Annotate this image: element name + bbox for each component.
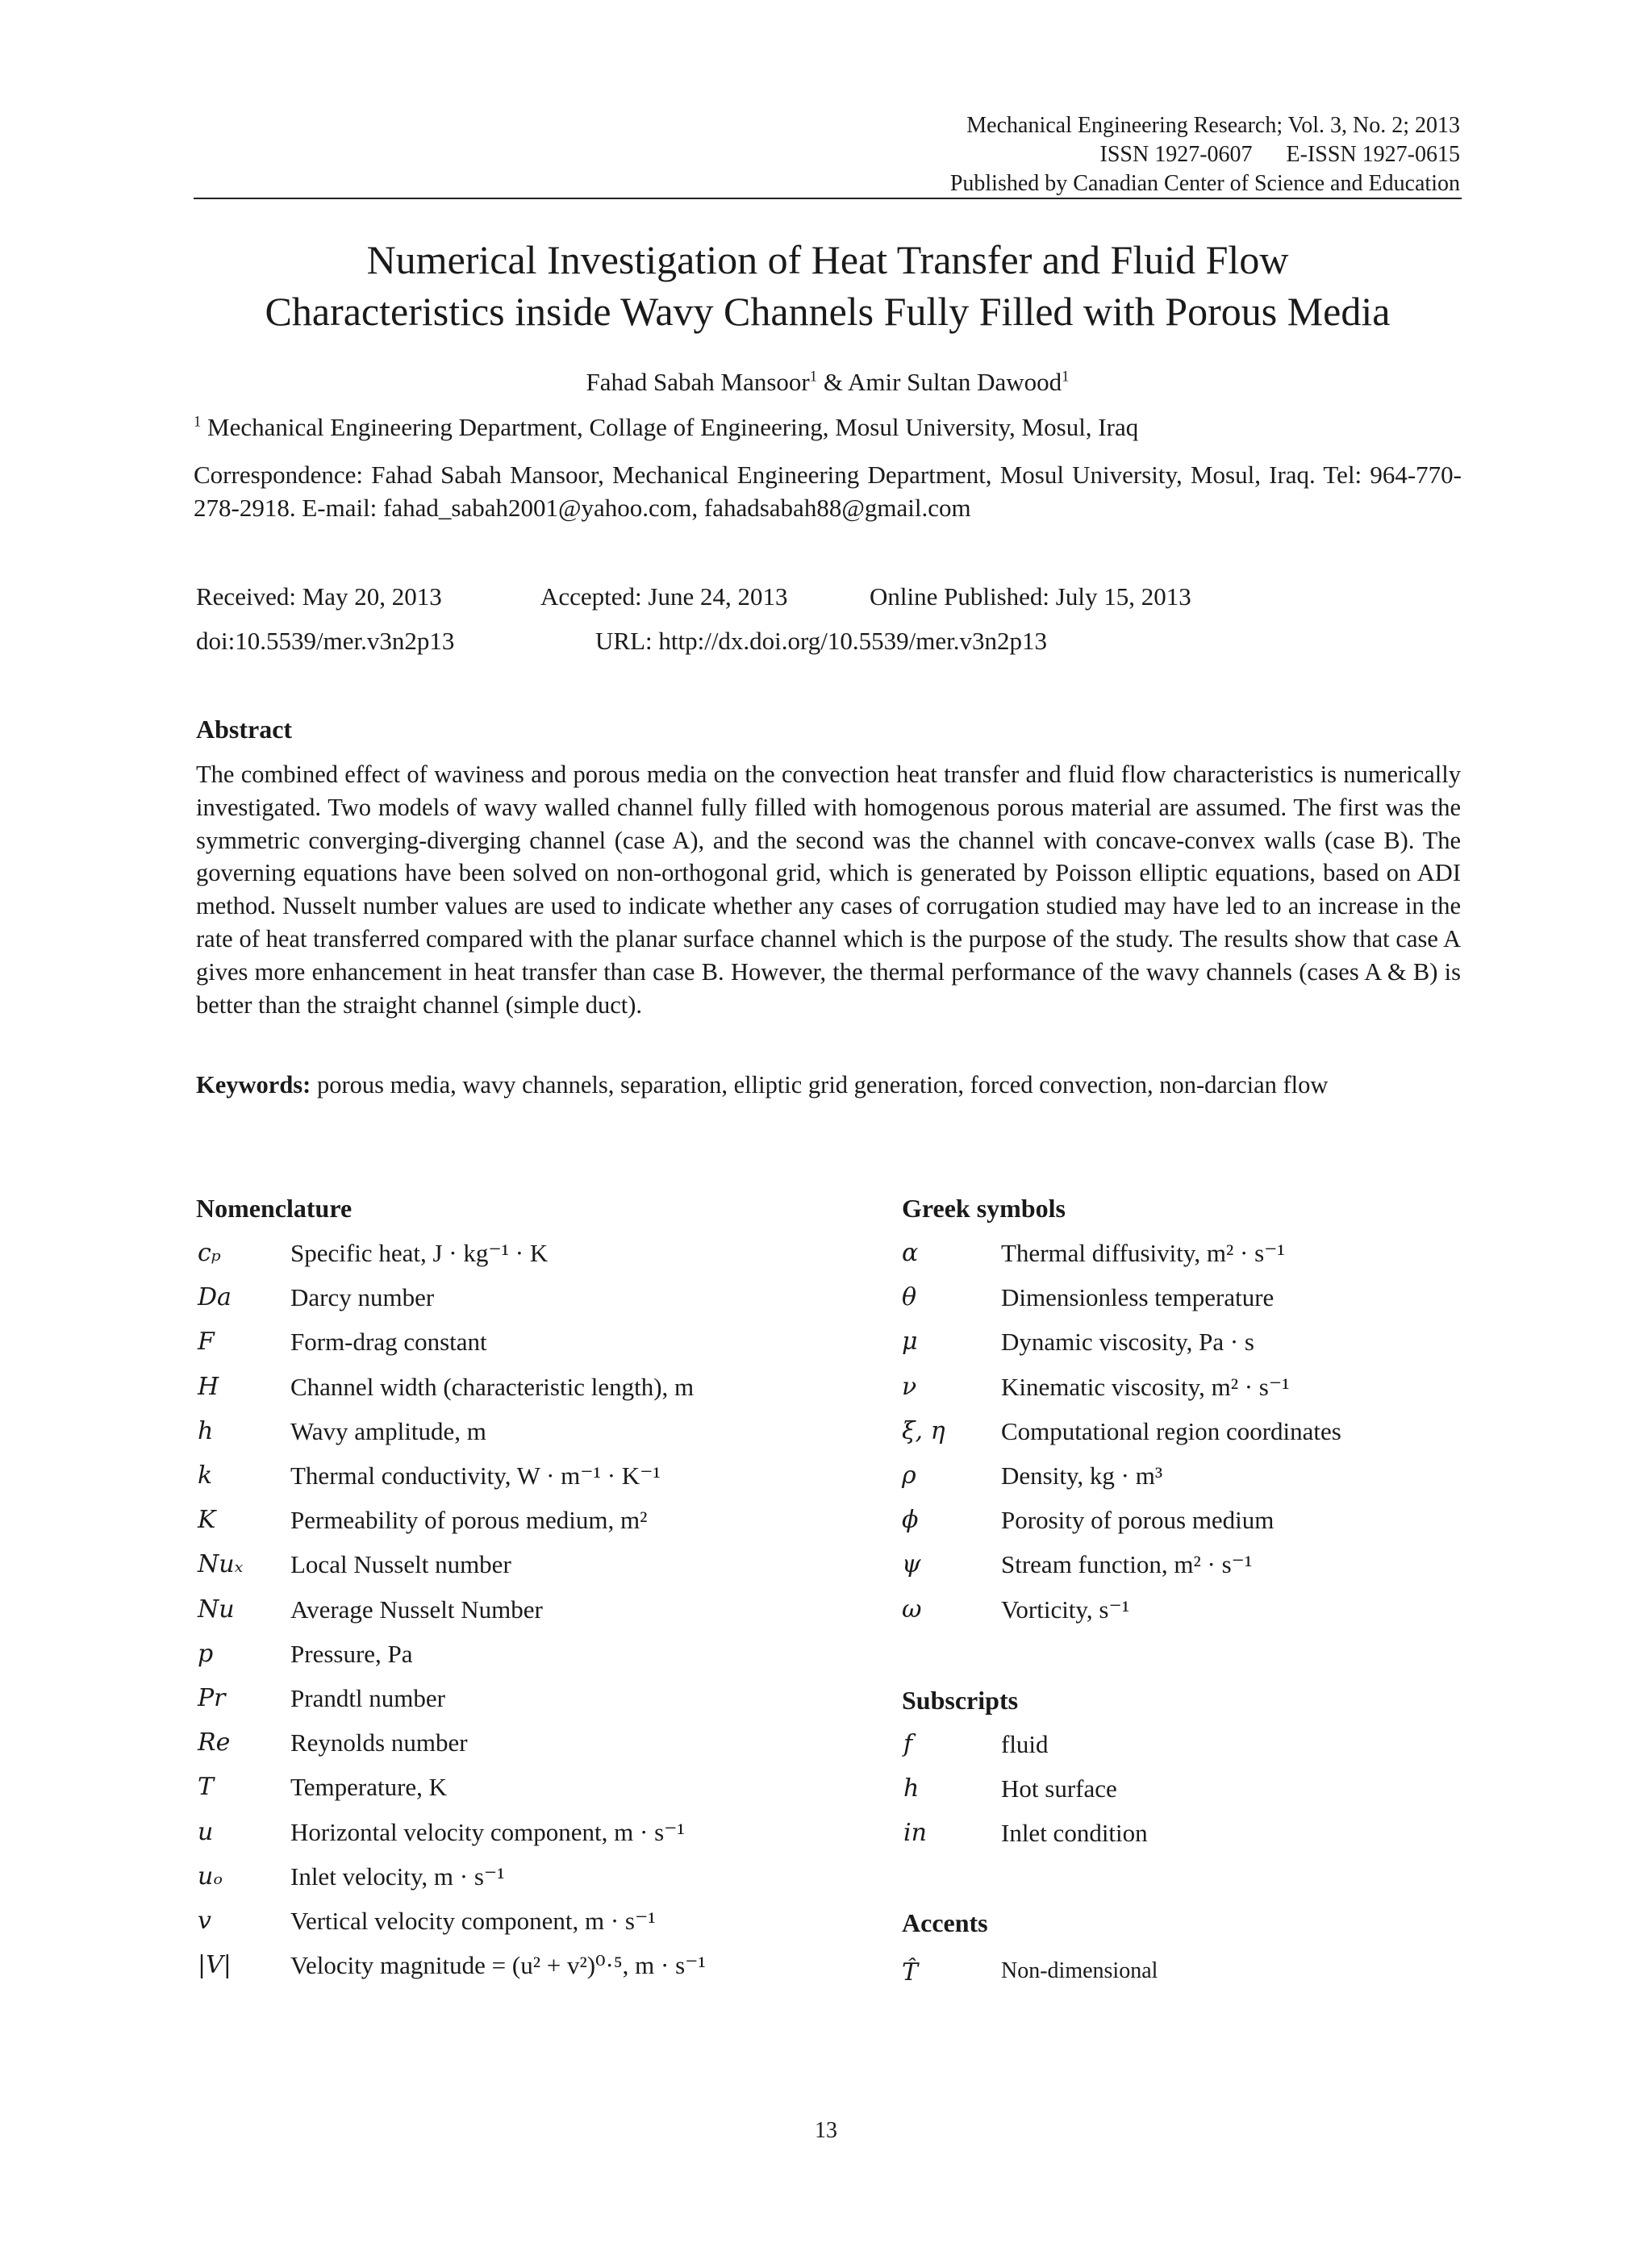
nomenclature-symbol: Pr (198, 1684, 226, 1712)
greek-symbol: μ (902, 1328, 918, 1357)
affiliation-text: Mechanical Engineering Department, Collage of Engineering, Mosul University, Mosul, Iraq (201, 413, 1139, 441)
page-number: 13 (815, 2118, 837, 2143)
nomenclature-description: Darcy number (290, 1283, 435, 1312)
greek-symbol: ξ, η (902, 1416, 945, 1445)
journal-name: Mechanical Engineering Research; Vol. 3, No. 2; 2013 (966, 113, 1460, 138)
nomenclature-description: Average Nusselt Number (290, 1595, 543, 1624)
greek-description: Computational region coordinates (1001, 1416, 1341, 1445)
nomenclature-description: Reynolds number (290, 1728, 468, 1757)
author-line (194, 368, 1462, 397)
greek-symbol: ν (902, 1372, 917, 1401)
accents-description: Non-dimensional (1001, 1958, 1158, 1983)
nomenclature-symbol: v (198, 1907, 211, 1935)
nomenclature-symbol: h (198, 1416, 214, 1445)
subscripts-description: Inlet condition (1001, 1819, 1148, 1848)
keywords-label: Keywords: (196, 1071, 311, 1099)
author-1-affil: 1 (809, 368, 818, 386)
header-rule (194, 198, 1462, 199)
affiliation (194, 413, 1462, 442)
nomenclature-description: Velocity magnitude = (u² + v²)⁰·⁵, m · s⁻¹ (290, 1951, 706, 1980)
nomenclature-description: Wavy amplitude, m (290, 1416, 486, 1445)
nomenclature-symbol: Nu (198, 1595, 235, 1624)
greek-description: Vorticity, s⁻¹ (1001, 1595, 1130, 1624)
greek-symbol: θ (902, 1283, 917, 1312)
title-line-1: Numerical Investigation of Heat Transfer and Fluid Flow (366, 237, 1289, 282)
keywords-text: porous media, wavy channels, separation, elliptic grid generation, forced convection, non-darcian flow (311, 1071, 1329, 1099)
nomenclature-symbol: cₚ (198, 1239, 221, 1267)
greek-description: Stream function, m² · s⁻¹ (1001, 1550, 1253, 1579)
nomenclature-description: Temperature, K (290, 1773, 448, 1802)
nomenclature-symbol: T (198, 1773, 215, 1802)
author-2-affil: 1 (1062, 368, 1070, 386)
affiliation-marker: 1 (194, 413, 202, 431)
nomenclature-description: Inlet velocity, m · s⁻¹ (290, 1862, 505, 1891)
greek-description: Thermal diffusivity, m² · s⁻¹ (1001, 1239, 1285, 1267)
greek-heading: Greek symbols (902, 1194, 1066, 1223)
author-1: Fahad Sabah Mansoor (586, 368, 810, 396)
author-2: Amir Sultan Dawood (847, 368, 1062, 396)
greek-description: Porosity of porous medium (1001, 1506, 1274, 1535)
subscripts-description: fluid (1001, 1730, 1049, 1758)
nomenclature-description: Channel width (characteristic length), m (290, 1372, 695, 1401)
nomenclature-description: Prandtl number (290, 1684, 445, 1712)
subscripts-symbol: f (903, 1730, 913, 1758)
subscripts-heading: Subscripts (902, 1686, 1019, 1715)
accents-heading: Accents (902, 1908, 988, 1937)
abstract-text: The combined effect of waviness and porous media on the convection heat transfer and fluid flow characteristics is numerically investigated. Two models of wavy walled channel fully filled with homogenous porous material are assumed. The first was the symmetric converging-diverging channel (case A), and the second was the channel with concave-convex walls (case B). The governing equations have been solved on non-orthogonal grid, which is generated by Poisson elliptic equations, based on ADI method. Nusselt number values are used to indicate whether any cases of corrugation studied may have led to an increase in the rate of heat transferred compared with the planar surface channel which is the purpose of the study. The results show that case A gives more enhancement in heat transfer than case B. However, the thermal performance of the wavy channels (cases A & B) is better than the straight channel (simple duct). (196, 761, 1461, 1019)
publisher: Published by Canadian Center of Science and Education (949, 171, 1460, 196)
subscripts-symbol: h (903, 1774, 920, 1803)
accents-symbol: T̂ (902, 1958, 919, 1987)
nomenclature-symbol: Re (198, 1728, 231, 1757)
greek-description: Dimensionless temperature (1001, 1283, 1274, 1312)
nomenclature-symbol: u (198, 1817, 214, 1846)
subscripts-description: Hot surface (1001, 1774, 1117, 1803)
nomenclature-description: Permeability of porous medium, m² (290, 1506, 648, 1535)
title-line-2: Characteristics inside Wavy Channels Fully Filled with Porous Media (265, 289, 1391, 334)
author-separator: & (817, 368, 848, 396)
doi: doi:10.5539/mer.v3n2p13 (196, 627, 455, 655)
nomenclature-description: Pressure, Pa (290, 1639, 413, 1668)
nomenclature-description: Specific heat, J · kg⁻¹ · K (290, 1239, 549, 1267)
keywords (196, 1069, 1461, 1102)
greek-description: Kinematic viscosity, m² · s⁻¹ (1001, 1372, 1290, 1401)
nomenclature-symbol: Nuₓ (198, 1550, 244, 1579)
paper-title (161, 234, 1494, 337)
nomenclature-symbol: Da (198, 1283, 232, 1312)
issn: ISSN 1927-0607 E-ISSN 1927-0615 (1099, 142, 1460, 167)
received-date: Received: May 20, 2013 (196, 582, 442, 611)
subscripts-symbol: in (903, 1819, 927, 1848)
accepted-date: Accepted: June 24, 2013 (540, 582, 788, 611)
nomenclature-heading: Nomenclature (196, 1194, 353, 1223)
nomenclature-description: Vertical velocity component, m · s⁻¹ (290, 1907, 656, 1935)
greek-description: Density, kg · m³ (1001, 1461, 1163, 1490)
nomenclature-description: Form-drag constant (290, 1328, 487, 1357)
greek-symbol: ρ (902, 1461, 916, 1490)
nomenclature-symbol: F (198, 1328, 215, 1357)
nomenclature-symbol: K (198, 1506, 216, 1535)
published-date: Online Published: July 15, 2013 (870, 582, 1191, 611)
nomenclature-description: Horizontal velocity component, m · s⁻¹ (290, 1817, 685, 1846)
greek-description: Dynamic viscosity, Pa · s (1001, 1328, 1254, 1357)
greek-symbol: α (902, 1239, 919, 1267)
nomenclature-symbol: H (198, 1372, 219, 1401)
nomenclature-description: Local Nusselt number (290, 1550, 511, 1579)
greek-symbol: ϕ (902, 1506, 919, 1535)
greek-symbol: ω (902, 1595, 922, 1624)
doi-url[interactable]: URL: http://dx.doi.org/10.5539/mer.v3n2p13 (595, 627, 1048, 655)
nomenclature-description: Thermal conductivity, W · m⁻¹ · K⁻¹ (290, 1461, 661, 1490)
nomenclature-symbol: |V| (198, 1951, 232, 1980)
nomenclature-symbol: p (198, 1639, 214, 1668)
abstract-heading: Abstract (196, 715, 293, 744)
nomenclature-symbol: uₒ (198, 1862, 223, 1891)
correspondence: Correspondence: Fahad Sabah Mansoor, Mechanical Engineering Department, Mosul University, Mosul, Iraq. Tel: 964-770-278-2918. E-mail: fahad_sabah2001@yahoo.com, fahadsabah88@gmail.com (194, 461, 1462, 522)
greek-symbol: ψ (902, 1550, 921, 1579)
nomenclature-symbol: k (198, 1461, 213, 1490)
